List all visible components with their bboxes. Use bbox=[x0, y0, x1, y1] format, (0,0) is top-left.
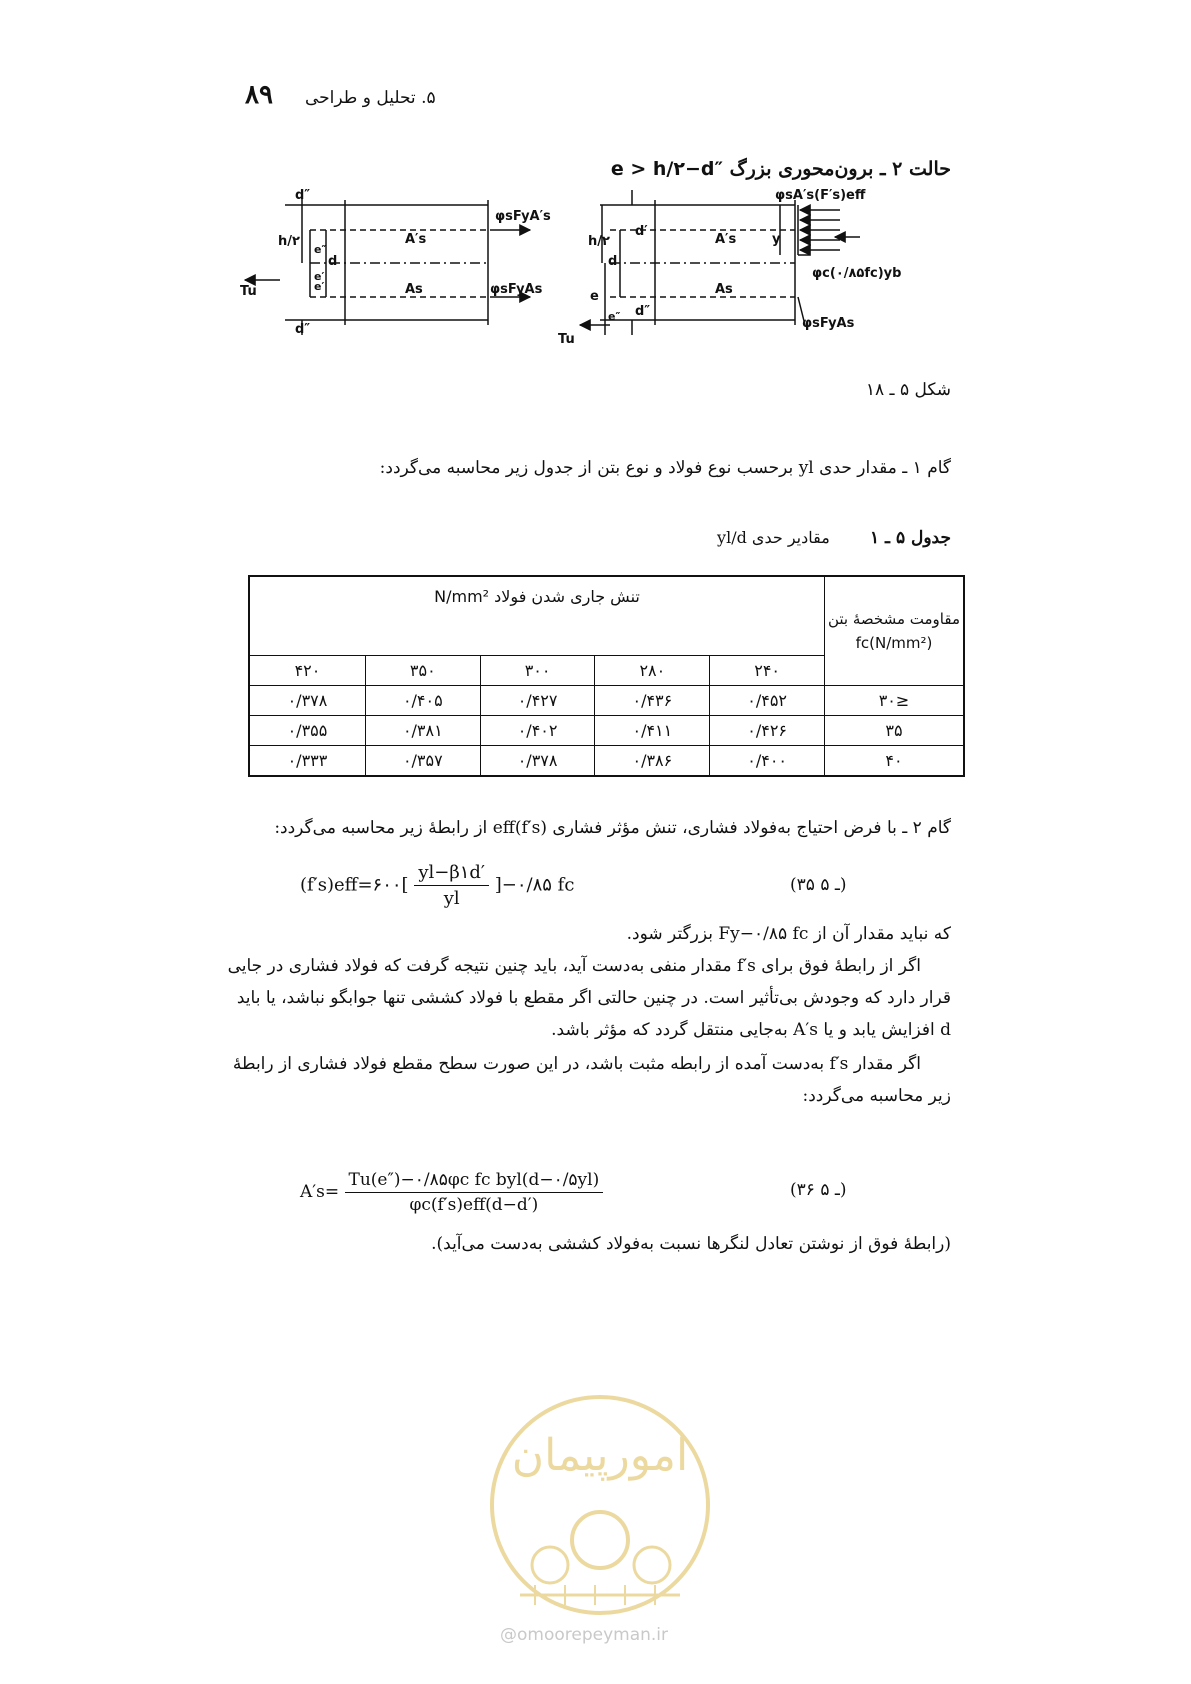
case-heading-condition: e > h/۲−d″ bbox=[610, 158, 723, 180]
right-label-As: As bbox=[715, 282, 733, 297]
case-heading-label: حالت ۲ ـ برون‌محوری بزرگ bbox=[729, 158, 951, 180]
fc-cell: ۳۵ bbox=[825, 716, 965, 746]
equation-36-5 bbox=[300, 1170, 603, 1215]
right-force-concrete: φc(۰/۸۵fc)yb bbox=[812, 266, 902, 281]
right-force-bot: φsFyAs bbox=[802, 316, 855, 331]
equation-35-5 bbox=[300, 862, 574, 909]
eq2-fraction bbox=[345, 1170, 604, 1215]
figure-5-18 bbox=[240, 185, 920, 365]
left-label-e-top: e″ bbox=[314, 243, 327, 256]
left-label-As: As bbox=[405, 282, 423, 297]
paragraph-limit: که نباید مقدار آن از Fy−۰/۸۵ fc بزرگتر شود. bbox=[626, 924, 951, 944]
right-label-h-half: h/۲ bbox=[588, 234, 610, 249]
left-label-e-bot: e′ bbox=[314, 280, 325, 293]
grade-cell: ۳۵۰ bbox=[365, 656, 480, 686]
left-label-d-top: d″ bbox=[295, 188, 311, 203]
paragraph-negative: اگر از رابطهٔ فوق برای f′s مقدار منفی به‌دست آید، باید چنین نتیجه گرفت که فولاد فشاری در جایی قرار دارد که وجودش بی‌تأثیر است. در چنین حالتی اگر مقطع با فولاد کششی تنها جوابگو نباشد، یا باید d افزایش یابد و یا A′s به‌جایی منتقل گردد که مؤثر باشد. bbox=[227, 956, 951, 1040]
table-row bbox=[249, 716, 964, 746]
eq1-lhs: (f′s)eff=۶۰۰[ bbox=[300, 874, 409, 896]
stub-header bbox=[825, 576, 965, 686]
right-label-Tu: Tu bbox=[558, 332, 575, 347]
page-number: ۸۹ bbox=[245, 80, 273, 110]
fc-cell: ≤۳۰ bbox=[825, 686, 965, 716]
table-row bbox=[249, 686, 964, 716]
value-cell: ۰/۴۲۶ bbox=[710, 716, 825, 746]
value-cell: ۰/۳۵۵ bbox=[249, 716, 365, 746]
step-1-text: گام ۱ ـ مقدار حدی yl برحسب نوع فولاد و نوع بتن از جدول زیر محاسبه می‌گردد: bbox=[379, 458, 951, 478]
left-label-h-half: h/۲ bbox=[278, 234, 300, 249]
case-heading bbox=[611, 158, 951, 180]
eq1-rhs: ]−۰/۸۵ fc bbox=[494, 874, 575, 896]
grade-cell: ۲۸۰ bbox=[595, 656, 710, 686]
value-cell: ۰/۴۲۷ bbox=[480, 686, 595, 716]
value-cell: ۰/۴۳۶ bbox=[595, 686, 710, 716]
watermark-logo bbox=[480, 1390, 720, 1620]
figure-caption: شکل ۵ ـ ۱۸ bbox=[865, 380, 951, 400]
eq2-lhs: A′s= bbox=[300, 1182, 340, 1202]
eq2-denominator: φc(f′s)eff(d−d′) bbox=[409, 1195, 539, 1215]
grade-cell: ۴۲۰ bbox=[249, 656, 365, 686]
value-cell: ۰/۴۰۵ bbox=[365, 686, 480, 716]
stub-header-line1: مقاومت مشخصهٔ بتن bbox=[827, 610, 960, 628]
table-caption-text: مقادیر حدی yl/d bbox=[717, 528, 830, 547]
right-diagram bbox=[580, 190, 860, 335]
grade-cell: ۲۴۰ bbox=[710, 656, 825, 686]
right-force-steel-top: φsA′s(F′s)eff bbox=[775, 188, 866, 203]
left-label-Tu: Tu bbox=[240, 284, 257, 299]
value-cell: ۰/۴۵۲ bbox=[710, 686, 825, 716]
left-label-As-prime: A′s bbox=[405, 232, 427, 247]
left-diagram bbox=[245, 190, 530, 335]
eq2-number: (۳۶ ـ ۵) bbox=[790, 1180, 847, 1200]
value-cell: ۰/۳۷۸ bbox=[249, 686, 365, 716]
left-force-bot: φsFyAs bbox=[490, 282, 543, 297]
running-header: ۵. تحلیل و طراحی bbox=[305, 88, 436, 108]
group-header: تنش جاری شدن فولاد N/mm² bbox=[249, 576, 825, 656]
watermark-logo-text: امورپیمان bbox=[511, 1430, 689, 1481]
left-force-top: φsFyA′s bbox=[495, 209, 551, 224]
eq1-denominator: yl bbox=[443, 888, 460, 909]
table-row bbox=[249, 746, 964, 777]
step-2-text: گام ۲ ـ با فرض احتیاج به‌فولاد فشاری، تنش مؤثر فشاری (f′s)eff از رابطهٔ زیر محاسبه می‌گردد: bbox=[274, 818, 951, 838]
right-label-y: y bbox=[772, 232, 781, 247]
right-label-d-small: d bbox=[608, 254, 618, 269]
watermark-url: @omoorepeyman.ir bbox=[500, 1625, 669, 1645]
table-caption bbox=[717, 528, 951, 548]
value-cell: ۰/۴۰۲ bbox=[480, 716, 595, 746]
value-cell: ۰/۳۸۱ bbox=[365, 716, 480, 746]
eq1-numerator: yl−β۱d′ bbox=[414, 862, 489, 886]
value-cell: ۰/۳۸۶ bbox=[595, 746, 710, 777]
right-label-d-dd: d″ bbox=[635, 304, 651, 319]
value-cell: ۰/۳۵۷ bbox=[365, 746, 480, 777]
eq2-numerator: Tu(e″)−۰/۸۵φc fc byl(d−۰/۵yl) bbox=[345, 1170, 604, 1193]
right-label-e-dd: e″ bbox=[608, 310, 621, 323]
fc-cell: ۴۰ bbox=[825, 746, 965, 777]
eq1-number: (۳۵ ـ ۵) bbox=[790, 875, 847, 895]
right-label-e: e bbox=[590, 289, 599, 304]
paragraph-note: (رابطهٔ فوق از نوشتن تعادل لنگرها نسبت به‌فولاد کششی به‌دست می‌آید). bbox=[431, 1234, 951, 1254]
table-caption-number: جدول ۵ ـ ۱ bbox=[869, 528, 951, 548]
left-label-d: d bbox=[328, 254, 338, 269]
eq1-fraction bbox=[414, 862, 489, 909]
limit-values-table bbox=[248, 575, 965, 777]
grade-cell: ۳۰۰ bbox=[480, 656, 595, 686]
left-label-d-bot: d″ bbox=[295, 322, 311, 337]
stub-header-line2: fc(N/mm²) bbox=[855, 634, 933, 652]
value-cell: ۰/۴۰۰ bbox=[710, 746, 825, 777]
value-cell: ۰/۴۱۱ bbox=[595, 716, 710, 746]
right-label-d-prime: d′ bbox=[635, 224, 648, 239]
left-label-e-mid: e′ bbox=[314, 270, 325, 283]
right-label-As-prime: A′s bbox=[715, 232, 737, 247]
paragraph-positive: اگر مقدار f′s به‌دست آمده از رابطه مثبت باشد، در این صورت سطح مقطع فولاد فشاری از رابطهٔ زیر محاسبه می‌گردد: bbox=[232, 1054, 951, 1106]
value-cell: ۰/۳۷۸ bbox=[480, 746, 595, 777]
value-cell: ۰/۳۳۳ bbox=[249, 746, 365, 777]
